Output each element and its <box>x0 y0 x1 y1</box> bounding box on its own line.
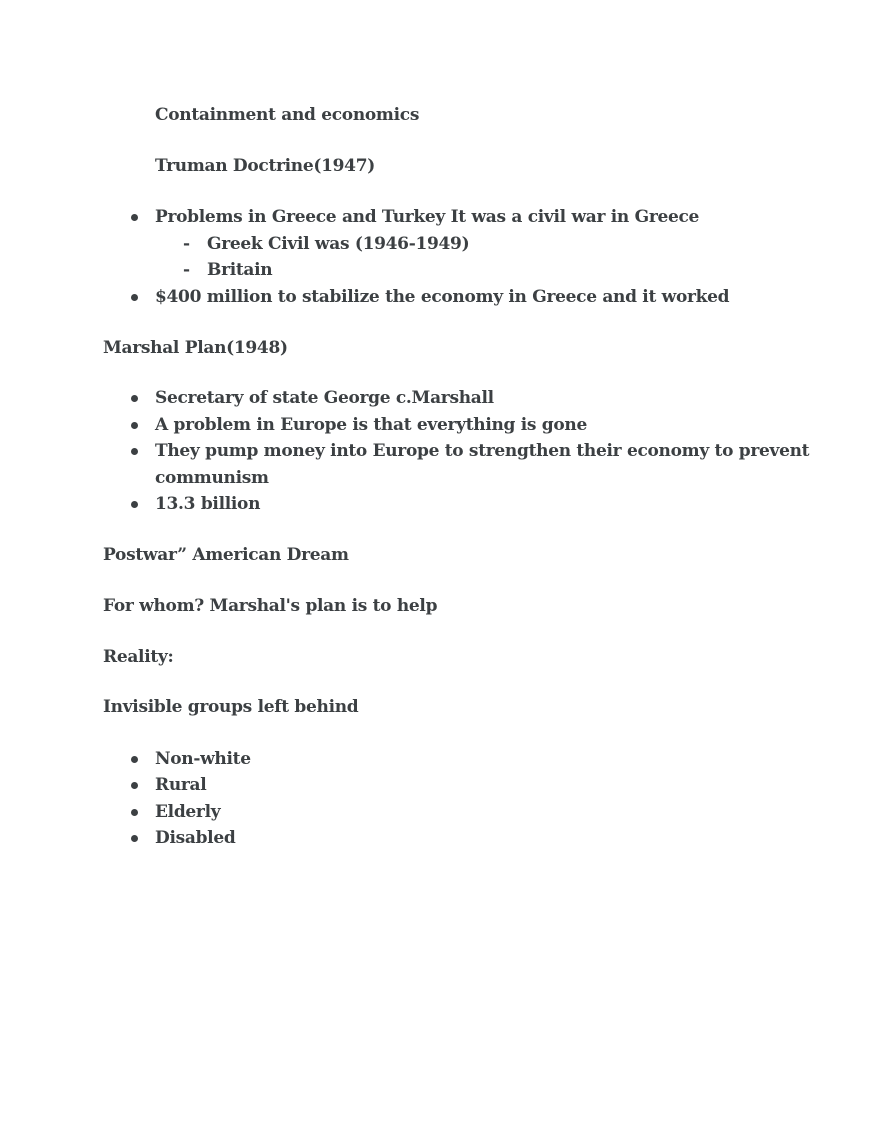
list-item-truman-1: Problems in Greece and Turkey It was a civil war in Greece <box>155 207 700 227</box>
sub-item-greek-civil-war: Greek Civil was (1946-1949) <box>207 234 470 254</box>
bullet-icon <box>131 782 138 789</box>
bullet-icon <box>131 294 138 301</box>
sub-item-britain: Britain <box>207 260 273 280</box>
bullet-icon <box>131 809 138 816</box>
list-item-marshal-2: A problem in Europe is that everything is gone <box>155 415 588 435</box>
bullet-icon <box>131 501 138 508</box>
bullet-icon <box>131 756 138 763</box>
list-item-non-white: Non-white <box>155 749 251 769</box>
bullet-icon <box>131 448 138 455</box>
list-item-truman-2: $400 million to stabilize the economy in Greece and it worked <box>155 287 730 307</box>
list-item-marshal-4: 13.3 billion <box>155 494 261 514</box>
list-item-disabled: Disabled <box>155 828 236 848</box>
paragraph-for-whom: For whom? Marshal's plan is to help <box>103 596 438 616</box>
heading-invisible-groups: Invisible groups left behind <box>103 697 359 717</box>
bullet-icon <box>131 214 138 221</box>
heading-postwar: Postwar” American Dream <box>103 545 349 565</box>
bullet-icon <box>131 835 138 842</box>
paragraph-reality: Reality: <box>103 647 174 667</box>
list-item-marshal-3: They pump money into Europe to strengthen their economy to prevent <box>155 441 810 461</box>
list-item-marshal-3-continuation: communism <box>155 468 269 488</box>
bullet-icon <box>131 395 138 402</box>
list-item-elderly: Elderly <box>155 802 221 822</box>
list-item-marshal-1: Secretary of state George c.Marshall <box>155 388 494 408</box>
dash-icon: - <box>183 260 190 280</box>
heading-truman-doctrine: Truman Doctrine(1947) <box>155 156 375 176</box>
heading-containment: Containment and economics <box>155 105 420 125</box>
dash-icon: - <box>183 234 190 254</box>
list-item-rural: Rural <box>155 775 207 795</box>
bullet-icon <box>131 422 138 429</box>
heading-marshal-plan: Marshal Plan(1948) <box>103 338 288 358</box>
